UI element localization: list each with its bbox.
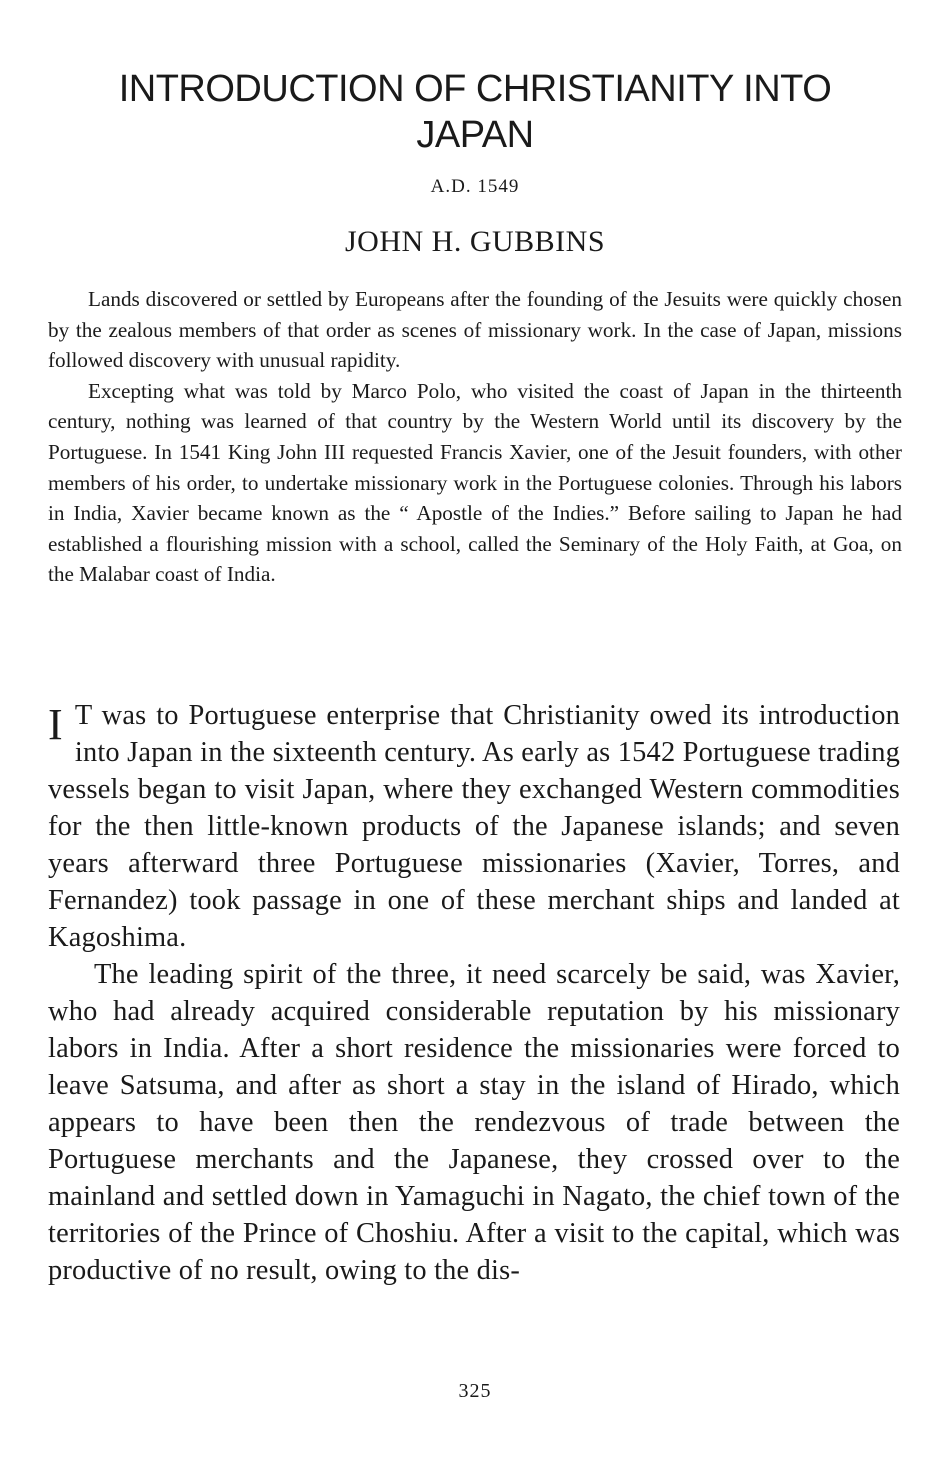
body-paragraph-2: The leading spirit of the three, it need scarcely be said, was Xavier, who had already acquired considerable reputation by his missionary labors in India. After a short residence the missionaries were forced to leave Satsuma, and after as short a stay in the island of Hirado, which appears to have been then the rendezvous of trade between the Portuguese merchants and the Japanese, they crossed over to the mainland and settled down in Yamaguchi in Nagato, the chief town of the territories of the Prince of Choshiu. After a visit to the capital, which was productive of no result, owing to the dis- xyxy=(48,959,900,1286)
intro-paragraph-2: Excepting what was told by Marco Polo, who visited the coast of Japan in the thirteenth century, nothing was learned of that country by the Western World until its discovery by the Portuguese. In 1541 King John III requested Francis Xavier, one of the Jesuit founders, with other members of his order, to undertake missionary work in the Portuguese colonies. Through his labors in India, Xavier became known as the “ Apostle of the Indies.” Before sailing to Japan he had established a flourishing mission with a school, called the Seminary of the Holy Faith, at Goa, on the Malabar coast of India. xyxy=(48,378,902,587)
drop-cap: I xyxy=(48,700,63,749)
chapter-author: JOHN H. GUBBINS xyxy=(344,225,606,258)
main-text xyxy=(48,697,900,1289)
editorial-introduction xyxy=(48,284,902,590)
chapter-title-line-2: JAPAN xyxy=(416,114,534,156)
chapter-title-line-1: INTRODUCTION OF CHRISTIANITY INTO xyxy=(118,68,832,110)
intro-paragraph-1: Lands discovered or settled by Europeans after the founding of the Jesuits were quickly chosen by the zealous members of that order as scenes of missionary work. In the case of Japan, missions followed discovery with unusual rapidity. xyxy=(48,287,902,373)
body-paragraph-1 xyxy=(48,697,900,956)
chapter-date: A.D. 1549 xyxy=(430,176,520,197)
chapter-title xyxy=(60,66,890,158)
page-number: 325 xyxy=(458,1380,492,1402)
body-paragraph-1-text: T was to Portuguese enterprise that Christianity owed its introduction into Japan in the sixteenth century. As early as 1542 Portuguese trading vessels began to visit Japan, where they exchanged Western commodities for the then little-known products of the Japanese islands; and seven years afterward three Portuguese missionaries (Xavier, Torres, and Fernandez) took passage in one of these merchant ships and landed at Kagoshima. xyxy=(48,700,900,953)
